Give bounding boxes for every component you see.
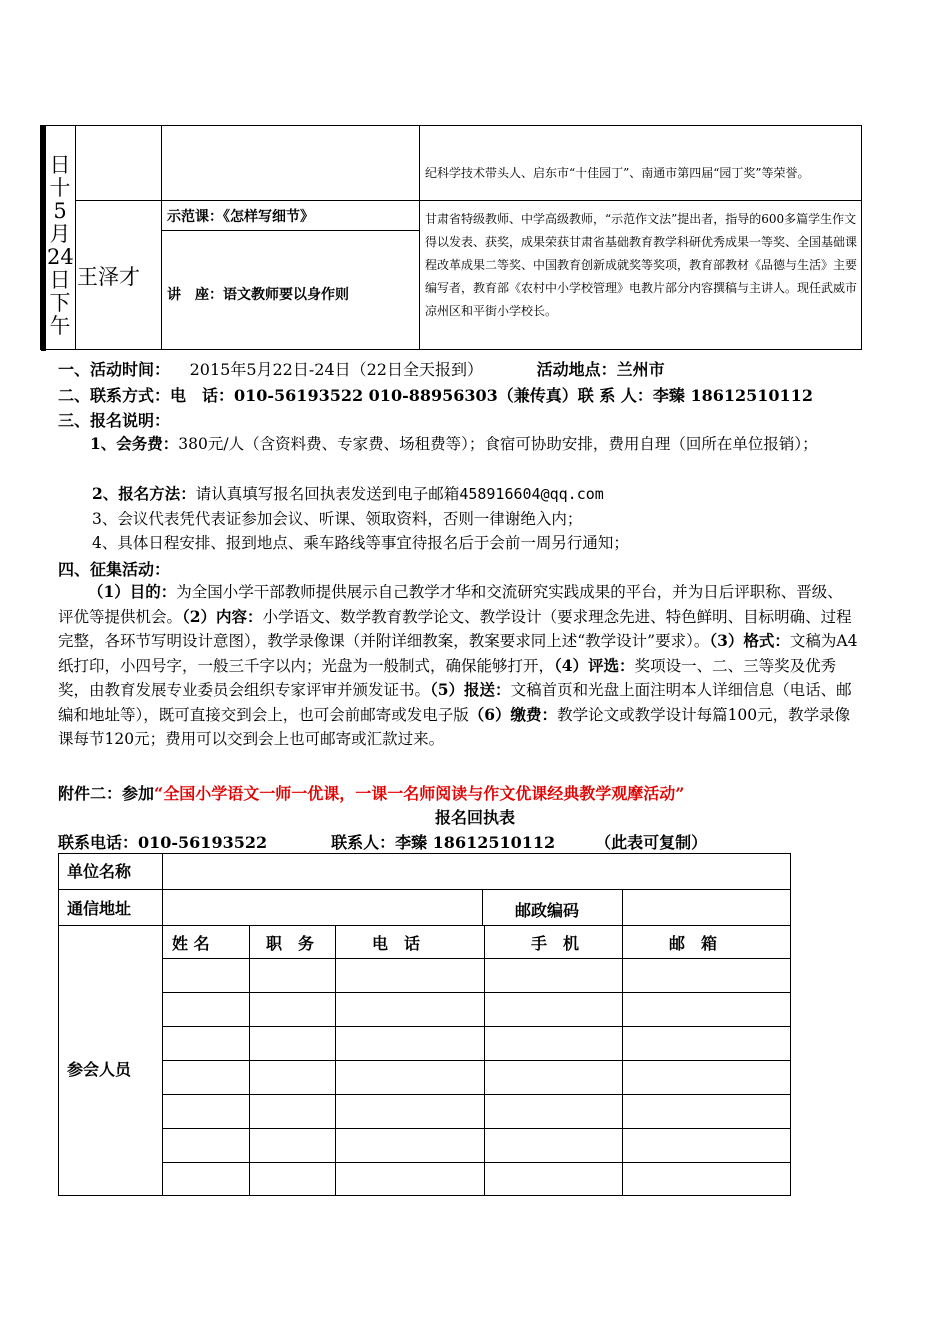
attachment-prefix: 附件二：参加	[58, 784, 155, 803]
col-divider	[335, 925, 336, 1195]
signup-text: 请认真填写报名回执表发送到电子邮箱	[195, 485, 460, 503]
attachment-title: “全国小学语文一师一优课，一课一名师阅读与作文优课经典教学观摩活动”	[154, 784, 685, 803]
row-divider	[59, 925, 790, 926]
time-label: 一、活动时间：	[58, 360, 171, 379]
row-divider	[161, 230, 419, 231]
col-divider	[249, 925, 250, 1195]
row-divider	[162, 992, 790, 993]
previous-bio: 纪科学技术带头人、启东市“十佳园丁”、南通市第四届“园丁奖”等荣誉。	[425, 166, 810, 180]
col-divider	[622, 925, 623, 1195]
item-badge: 3、会议代表凭代表证参加会议、听课、领取资料，否则一律谢绝入内；	[92, 510, 583, 528]
col-divider	[75, 126, 76, 349]
signup-label: 2、报名方法：	[92, 484, 196, 503]
section-registration: 三、报名说明：	[58, 411, 171, 430]
form-title: 报名回执表	[434, 808, 515, 827]
demo-label: 示范课：	[167, 209, 223, 225]
demo-title: 《怎样写细节》	[223, 209, 314, 225]
col-divider	[419, 126, 420, 349]
form-contact: 联系电话：010-56193522 联系人：李臻 18612510112 （此表可复制）	[58, 833, 708, 852]
collect-label: （3）格式：	[709, 631, 790, 650]
header-email: 邮 箱	[669, 934, 718, 953]
date-char: 日	[49, 268, 71, 292]
collect-value: 文稿首页和光盘上面注明本人详细信息（电话、邮编和地址等），既可直接交到会上，也可会前邮寄或发电子版	[58, 681, 852, 724]
date-char: 5	[53, 199, 67, 223]
registration-form	[58, 853, 791, 1196]
collect-value: 教学论文或教学设计每篇100元，教学录像课每节120元；费用可以交到会上也可邮寄或汇款过来。	[58, 705, 851, 748]
unit-label: 单位名称	[67, 862, 132, 881]
collect-label: （4）评选：	[554, 655, 635, 675]
address-label: 通信地址	[67, 899, 132, 918]
unit-input[interactable]	[163, 855, 790, 888]
col-divider	[482, 889, 483, 925]
collect-label: （6）缴费：	[468, 704, 558, 724]
row-divider	[75, 200, 861, 201]
address-input[interactable]	[163, 891, 481, 924]
fee-label: 1、会务费：	[90, 434, 179, 453]
lecture-label: 讲 座：	[167, 287, 223, 303]
col-divider	[161, 126, 162, 349]
lecture-title: 语文教师要以身作则	[223, 287, 349, 303]
schedule-table	[40, 125, 862, 350]
date-char: 下	[49, 291, 71, 315]
col-divider	[484, 925, 485, 1195]
date-char: 月	[49, 222, 71, 246]
speaker-name: 王泽才	[77, 265, 140, 289]
row-divider	[162, 1162, 790, 1163]
left-border-bar	[41, 126, 46, 351]
header-phone: 电 话	[372, 934, 421, 953]
section-time	[58, 357, 858, 380]
date-char: 日	[49, 153, 71, 177]
collect-label: （1）目的：	[88, 582, 177, 601]
postcode-input[interactable]	[623, 891, 791, 924]
collect-value: 为全国小学干部教师提供展示自己教学才华和交流研究实践成果的平台，并为日后评职称、晋级、评优等提供机会。	[58, 583, 843, 626]
collect-value: 文稿为A4纸打印，小四号字，一般三千字以内；光盘为一般制式，确保能够打开，	[58, 632, 858, 675]
header-name: 姓 名	[172, 934, 210, 953]
item-fee	[90, 432, 855, 457]
section-contact: 二、联系方式：电 话：010-56193522 010-88956303（兼传真）联 系 人：李臻 18612510112	[58, 386, 813, 405]
collect-value: 奖项设一、二、三等奖及优秀奖，由教育发展专业委员会组织专家评审并颁发证书。	[58, 656, 837, 699]
row-divider	[162, 1060, 790, 1061]
speaker-bio: 甘肃省特级教师、中学高级教师，“示范作文法”提出者，指导的600多篇学生作文得以发表、获奖，成果荣获甘肃省基础教育教学科研优秀成果一等奖、全国基础课程改革成果二等奖、中国教育创新成就奖等奖项，教育部教材《品德与生活》主要编写者，教育部《农村中小学校管理》电教片部分内容撰稿与主讲人。现任武威市凉州区和平街小学校长。	[425, 212, 858, 318]
lecture	[167, 284, 349, 304]
date-char: 十	[49, 176, 71, 200]
collect-label: （5）报送：	[430, 680, 511, 699]
demo-lesson	[167, 206, 314, 226]
row-divider	[162, 1094, 790, 1095]
attachment-line	[58, 781, 878, 804]
date-char: 24	[47, 245, 74, 269]
postcode-label: 邮政编码	[515, 901, 580, 920]
item-schedule: 4、具体日程安排、报到地点、乘车路线等事宜待报名后于会前一周另行通知；	[92, 534, 629, 552]
place: 活动地点：兰州市	[536, 360, 665, 379]
attendees-label: 参会人员	[67, 1060, 132, 1079]
time-value: 2015年5月22日-24日（22日全天报到）	[189, 360, 483, 379]
item-signup	[92, 482, 892, 507]
fee-text: 380元/人（含资料费、专家费、场租费等）；食宿可协助安排，费用自理（回所在单位报销）；	[178, 435, 818, 453]
section-collect: 四、征集活动：	[58, 560, 171, 579]
collect-label: （2）内容：	[182, 606, 263, 626]
date-char: 午	[49, 314, 71, 338]
header-position: 职 务	[266, 934, 315, 953]
header-mobile: 手 机	[531, 934, 580, 953]
row-divider	[162, 1128, 790, 1129]
collect-text	[58, 580, 858, 752]
row-divider	[59, 889, 790, 890]
row-divider	[162, 958, 790, 959]
row-divider	[162, 1026, 790, 1027]
date-column	[47, 154, 73, 338]
signup-email[interactable]: 458916604@qq.com	[459, 485, 604, 503]
collect-value: 小学语文、数学教育教学论文、教学设计（要求理念先进、特色鲜明、目标明确、过程完整，各环节写明设计意图），教学录像课（并附详细教案，教案要求同上述“教学设计”要求）。	[58, 607, 852, 650]
